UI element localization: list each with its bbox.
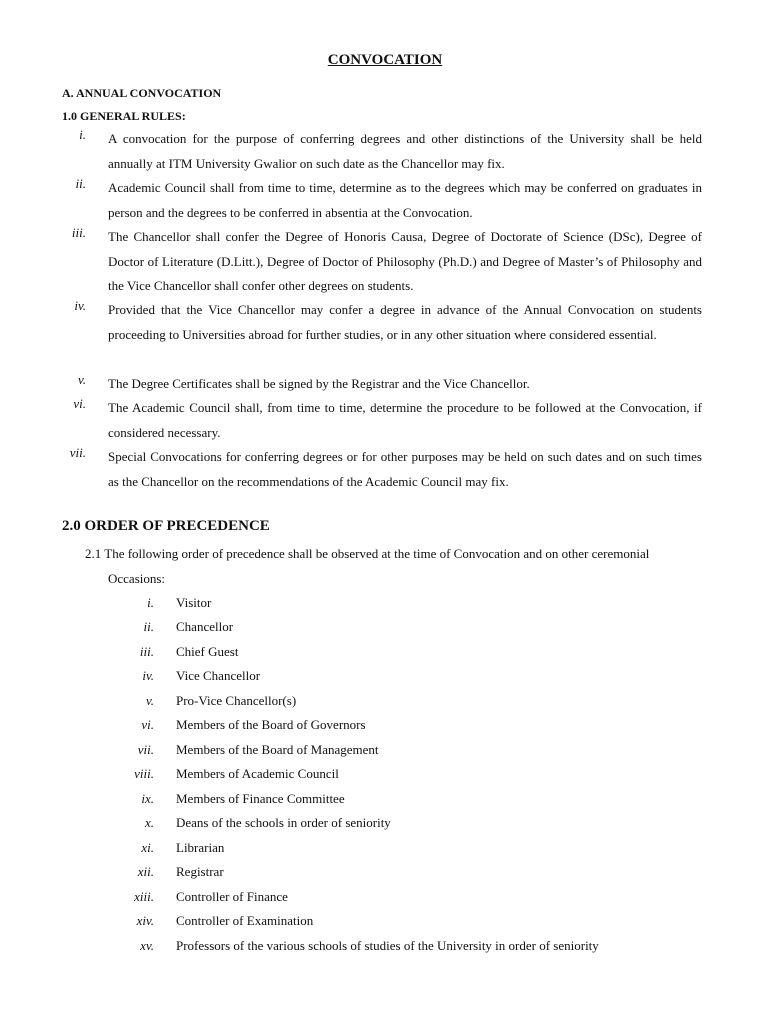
precedence-number: ii. <box>143 619 154 634</box>
rule-text: Academic Council shall from time to time, determine as to the degrees which may be conferred on graduates in person and the degrees to be conferred in absentia at the Convocation. <box>108 180 702 220</box>
precedence-intro-line: 2.1 The following order of precedence shall be observed at the time of Convocation and on other ceremonial <box>85 546 650 561</box>
precedence-text: Members of the Board of Management <box>176 742 379 757</box>
precedence-text: Controller of Finance <box>176 889 288 904</box>
precedence-number: xv. <box>140 938 154 953</box>
precedence-number: ix. <box>141 791 154 806</box>
rule-text: Provided that the Vice Chancellor may confer a degree in advance of the Annual Convocation on students proceeding to Universities abroad for further studies, or in any other situation where considered essential. <box>108 302 702 342</box>
precedence-text: Chief Guest <box>176 644 239 659</box>
section-a-heading: A. ANNUAL CONVOCATION <box>62 86 222 100</box>
precedence-text: Pro-Vice Chancellor(s) <box>176 693 297 708</box>
precedence-number: viii. <box>134 766 154 781</box>
precedence-text: Members of the Board of Governors <box>176 717 366 732</box>
precedence-number: vii. <box>137 742 154 757</box>
precedence-text: Librarian <box>176 840 225 855</box>
precedence-text: Chancellor <box>176 619 234 634</box>
rule-text: The Degree Certificates shall be signed by the Registrar and the Vice Chancellor. <box>108 376 530 391</box>
precedence-text: Deans of the schools in order of seniority <box>176 815 391 830</box>
rule-number: ii. <box>75 176 86 191</box>
rule-number: i. <box>79 127 86 142</box>
precedence-text: Professors of the various schools of studies of the University in order of seniority <box>176 938 599 953</box>
rule-number: iii. <box>71 225 86 240</box>
precedence-intro <box>85 541 705 591</box>
precedence-intro-line: Occasions: <box>108 571 166 586</box>
precedence-number: vi. <box>141 717 154 732</box>
precedence-text: Members of Academic Council <box>176 766 339 781</box>
precedence-number: xii. <box>137 864 154 879</box>
precedence-number: iii. <box>139 644 154 659</box>
precedence-heading: 2.0 ORDER OF PRECEDENCE <box>62 518 270 534</box>
precedence-number: xiii. <box>134 889 154 904</box>
precedence-number: iv. <box>142 668 154 683</box>
precedence-text: Controller of Examination <box>176 913 314 928</box>
precedence-number: xiv. <box>136 913 154 928</box>
precedence-text: Members of Finance Committee <box>176 791 345 806</box>
precedence-text: Vice Chancellor <box>176 668 261 683</box>
precedence-number: xi. <box>141 840 154 855</box>
rule-text: Special Convocations for conferring degrees or for other purposes may be held on such dates and on such times as the Chancellor on the recommendations of the Academic Council may fix. <box>108 449 702 489</box>
rule-text: The Academic Council shall, from time to time, determine the procedure to be followed at the Convocation, if considered necessary. <box>108 400 702 440</box>
rule-number: iv. <box>74 298 86 313</box>
precedence-text: Registrar <box>176 864 224 879</box>
precedence-number: v. <box>145 693 154 708</box>
rule-number: v. <box>77 372 86 387</box>
precedence-number: i. <box>147 595 154 610</box>
general-rules-heading: 1.0 GENERAL RULES: <box>62 109 186 123</box>
page-title: CONVOCATION <box>327 52 443 68</box>
rule-text: A convocation for the purpose of conferring degrees and other distinctions of the University shall be held annually at ITM University Gwalior on such date as the Chancellor may fix. <box>108 131 702 171</box>
rule-number: vi. <box>73 396 86 411</box>
precedence-text: Visitor <box>176 595 212 610</box>
rule-text: The Chancellor shall confer the Degree of Honoris Causa, Degree of Doctorate of Science (DSc), Degree of Doctor of Literature (D.Litt.), Degree of Doctor of Philosophy (Ph.D.) and Degree of Master’s of Philosophy and the Vice Chancellor shall confer other degrees on students. <box>108 229 702 293</box>
rule-number: vii. <box>69 445 86 460</box>
precedence-number: x. <box>144 815 154 830</box>
